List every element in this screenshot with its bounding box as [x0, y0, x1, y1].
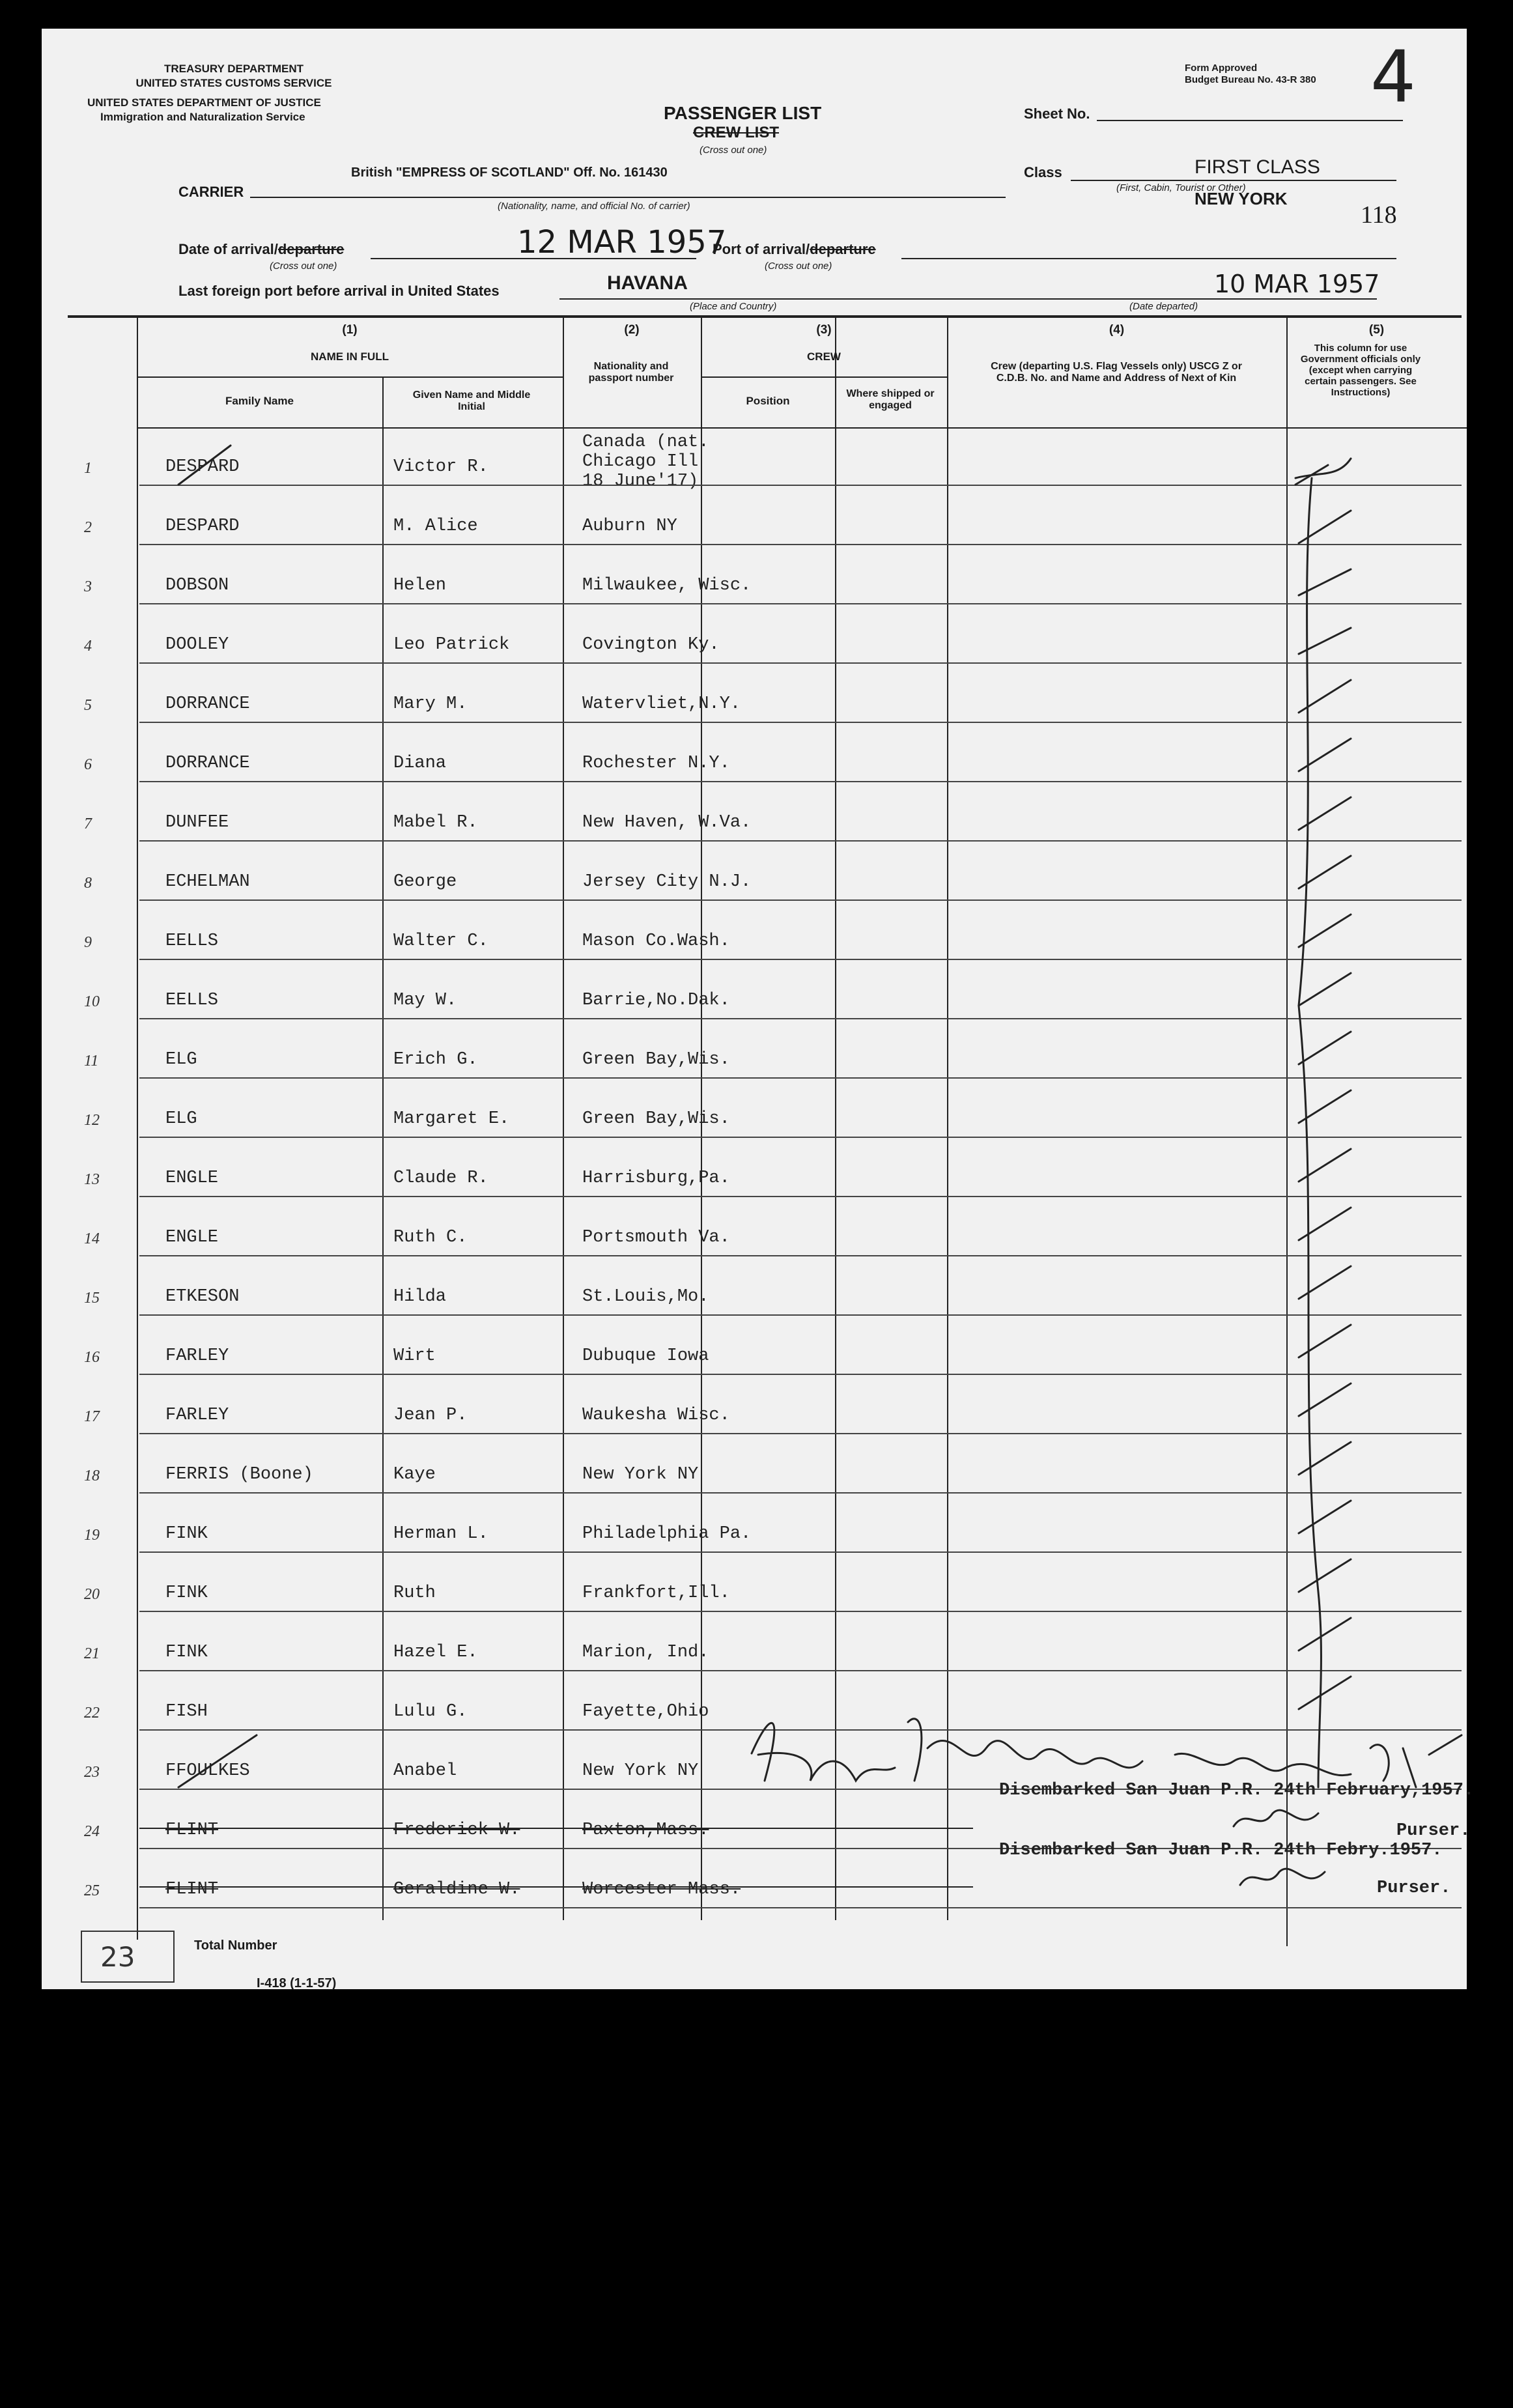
nationality: Rochester N.Y. — [582, 754, 730, 773]
given-name: Diana — [393, 754, 447, 773]
col1-number: (1) — [342, 323, 358, 337]
row-number: 4 — [84, 638, 92, 655]
nationality: Worcester Mass. — [582, 1880, 741, 1899]
nationality: New York NY — [582, 1465, 699, 1484]
row-number: 16 — [84, 1349, 100, 1366]
given-name: Frederick W. — [393, 1820, 520, 1840]
date-of-arrival-label: Date of arrival/departure — [178, 241, 345, 257]
family-name: DOOLEY — [165, 635, 229, 655]
port-of-arrival-caption: (Cross out one) — [765, 261, 832, 272]
family-name: FERRIS (Boone) — [165, 1465, 313, 1484]
given-name: Jean P. — [393, 1406, 468, 1425]
family-name: FINK — [165, 1524, 208, 1544]
row-number: 22 — [84, 1705, 100, 1721]
given-name: Victor R. — [393, 457, 488, 477]
col5-number: (5) — [1368, 323, 1385, 337]
nationality: Marion, Ind. — [582, 1643, 709, 1662]
row-number: 19 — [84, 1527, 100, 1544]
row-number: 1 — [84, 460, 92, 477]
row-number: 20 — [84, 1586, 100, 1603]
passenger-list-form — [42, 29, 1475, 1990]
row-number: 10 — [84, 993, 100, 1010]
nationality: Green Bay,Wis. — [582, 1109, 730, 1129]
budget-bureau-number: Budget Bureau No. 43-R 380 — [1185, 74, 1316, 85]
col3-number: (3) — [816, 323, 832, 337]
class-label: Class — [1024, 164, 1062, 180]
family-name: ETKESON — [165, 1287, 240, 1307]
given-name: M. Alice — [393, 517, 478, 536]
total-number-value: 23 — [100, 1941, 135, 1973]
family-name: ELG — [165, 1109, 197, 1129]
col-given-name: Given Name and Middle Initial — [412, 390, 531, 412]
col2-number: (2) — [624, 323, 640, 337]
last-port-caption: (Place and Country) — [690, 301, 777, 312]
family-name: DESPARD — [165, 517, 240, 536]
row-number: 21 — [84, 1645, 100, 1662]
given-name: Ruth C. — [393, 1228, 468, 1247]
title-cross-out-note: (Cross out one) — [700, 145, 767, 156]
nationality: New York NY — [582, 1761, 699, 1781]
nationality: Dubuque Iowa — [582, 1346, 709, 1366]
row-number: 12 — [84, 1112, 100, 1129]
row-number: 25 — [84, 1882, 100, 1899]
col3-title: CREW — [807, 350, 841, 363]
row-number: 23 — [84, 1764, 100, 1781]
row-number: 2 — [84, 519, 92, 536]
disembarked-note-2: Disembarked San Juan P.R. 24th Febry.1957. — [999, 1841, 1443, 1860]
date-of-arrival-caption: (Cross out one) — [270, 261, 337, 272]
given-name: Geraldine W. — [393, 1880, 520, 1899]
given-name: Hilda — [393, 1287, 447, 1307]
purser-label-1: Purser. — [1396, 1821, 1471, 1841]
given-name: Herman L. — [393, 1524, 488, 1544]
given-name: Margaret E. — [393, 1109, 510, 1129]
col-family-name: Family Name — [225, 395, 294, 407]
total-number-box — [81, 1931, 175, 1983]
given-name: Claude R. — [393, 1169, 488, 1188]
port-of-arrival-label: Port of arrival/departure — [713, 241, 876, 257]
given-name: Anabel — [393, 1761, 457, 1781]
given-name: May W. — [393, 991, 457, 1010]
family-name: FARLEY — [165, 1406, 229, 1425]
form-approved: Form Approved — [1185, 63, 1258, 74]
row-number: 15 — [84, 1290, 100, 1307]
col1-title: NAME IN FULL — [311, 350, 389, 363]
carrier-value: British "EMPRESS OF SCOTLAND" Off. No. 161430 — [351, 165, 668, 180]
row-number: 24 — [84, 1823, 100, 1840]
sheet-number-label: Sheet No. — [1024, 106, 1090, 122]
family-name: ENGLE — [165, 1228, 219, 1247]
carrier-caption: (Nationality, name, and official No. of carrier) — [498, 201, 690, 212]
nationality: Green Bay,Wis. — [582, 1050, 730, 1069]
row-number: 17 — [84, 1408, 100, 1425]
row-number: 3 — [84, 578, 92, 595]
carrier-label: CARRIER — [178, 184, 244, 200]
agency-line-3: UNITED STATES DEPARTMENT OF JUSTICE — [87, 96, 321, 109]
arrival-port: NEW YORK — [1195, 189, 1288, 208]
family-name: EELLS — [165, 991, 219, 1010]
family-name: FFOULKES — [165, 1761, 250, 1781]
nationality: Watervliet,N.Y. — [582, 694, 741, 714]
col5-title: This column for use Government officials only (except when carrying certain passengers. See Instructions) — [1300, 343, 1421, 398]
date-departed-stamp: 10 MAR 1957 — [1214, 270, 1380, 298]
family-name: FLINT — [165, 1880, 219, 1899]
family-name: FARLEY — [165, 1346, 229, 1366]
family-name: DORRANCE — [165, 754, 250, 773]
row-number: 13 — [84, 1171, 100, 1188]
col-where-shipped: Where shipped or engaged — [846, 388, 935, 411]
last-port-label: Last foreign port before arrival in United States — [178, 283, 500, 299]
family-name: FISH — [165, 1702, 208, 1721]
last-port-value: HAVANA — [607, 272, 688, 294]
nationality: Paxton,Mass. — [582, 1820, 709, 1840]
nationality: Auburn NY — [582, 517, 677, 536]
form-id: I-418 (1-1-57) — [257, 1976, 337, 1990]
sheet-number-value: 4 — [1370, 35, 1416, 119]
given-name: Mary M. — [393, 694, 468, 714]
nationality: Canada (nat. Chicago Ill 18 June'17) — [582, 432, 709, 491]
col4-number: (4) — [1109, 323, 1125, 337]
agency-line-4: Immigration and Naturalization Service — [100, 111, 305, 123]
family-name: ECHELMAN — [165, 872, 250, 892]
nationality: Waukesha Wisc. — [582, 1406, 730, 1425]
nationality: New Haven, W.Va. — [582, 813, 752, 832]
page-number: 118 — [1361, 201, 1397, 229]
nationality: Portsmouth Va. — [582, 1228, 730, 1247]
given-name: Helen — [393, 576, 447, 595]
nationality: Jersey City N.J. — [582, 872, 752, 892]
col4-title: Crew (departing U.S. Flag Vessels only) USCG Z or C.D.B. No. and Name and Address of Next of Kin — [991, 361, 1242, 384]
row-number: 7 — [84, 815, 92, 832]
given-name: Walter C. — [393, 931, 488, 951]
given-name: George — [393, 872, 457, 892]
col-position: Position — [746, 395, 790, 407]
family-name: FLINT — [165, 1820, 219, 1840]
family-name: ENGLE — [165, 1169, 219, 1188]
agency-line-1: TREASURY DEPARTMENT — [163, 63, 304, 75]
nationality: Mason Co.Wash. — [582, 931, 730, 951]
row-number: 5 — [84, 697, 92, 714]
given-name: Erich G. — [393, 1050, 478, 1069]
nationality: Frankfort,Ill. — [582, 1583, 730, 1603]
agency-line-2: UNITED STATES CUSTOMS SERVICE — [135, 77, 332, 89]
row-number: 6 — [84, 756, 92, 773]
purser-label-2: Purser. — [1377, 1878, 1451, 1898]
given-name: Wirt — [393, 1346, 436, 1366]
row-number: 8 — [84, 875, 92, 892]
family-name: FINK — [165, 1643, 208, 1662]
nationality: Harrisburg,Pa. — [582, 1169, 730, 1188]
disembarked-note-1: Disembarked San Juan P.R. 24th February,1957. — [999, 1781, 1475, 1800]
row-number: 11 — [84, 1053, 99, 1069]
total-number-label: Total Number — [194, 1938, 277, 1953]
title-passenger-list: PASSENGER LIST — [664, 103, 822, 123]
title-crew-list: CREW LIST — [693, 124, 779, 141]
nationality: Philadelphia Pa. — [582, 1524, 752, 1544]
row-number: 18 — [84, 1467, 100, 1484]
family-name: ELG — [165, 1050, 197, 1069]
family-name: DOBSON — [165, 576, 229, 595]
row-number: 14 — [84, 1230, 100, 1247]
family-name: FINK — [165, 1583, 208, 1603]
date-of-arrival-stamp: 12 MAR 1957 — [517, 224, 727, 261]
given-name: Mabel R. — [393, 813, 478, 832]
nationality: Barrie,No.Dak. — [582, 991, 730, 1010]
family-name: DORRANCE — [165, 694, 250, 714]
class-value: FIRST CLASS — [1195, 156, 1320, 178]
nationality: Covington Ky. — [582, 635, 720, 655]
nationality: Fayette,Ohio — [582, 1702, 709, 1721]
class-caption: (First, Cabin, Tourist or Other) — [1116, 182, 1246, 193]
date-departed-caption: (Date departed) — [1129, 301, 1198, 312]
row-number: 9 — [84, 934, 92, 951]
given-name: Ruth — [393, 1583, 436, 1603]
given-name: Lulu G. — [393, 1702, 468, 1721]
nationality: Milwaukee, Wisc. — [582, 576, 752, 595]
family-name: DESPARD — [165, 457, 240, 477]
family-name: EELLS — [165, 931, 219, 951]
given-name: Hazel E. — [393, 1643, 478, 1662]
handwriting-overlay — [42, 29, 1467, 1989]
nationality: St.Louis,Mo. — [582, 1287, 709, 1307]
family-name: DUNFEE — [165, 813, 229, 832]
given-name: Kaye — [393, 1465, 436, 1484]
given-name: Leo Patrick — [393, 635, 510, 655]
col2-title: Nationality and passport number — [588, 361, 674, 384]
